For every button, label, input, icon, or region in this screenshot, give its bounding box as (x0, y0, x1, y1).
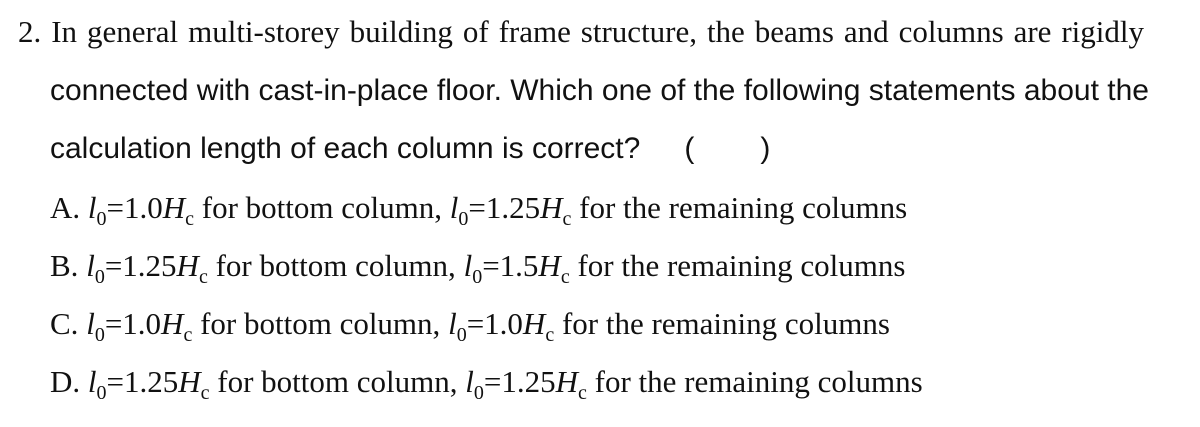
symbol-h: H (161, 306, 184, 341)
symbol-h-sub: c (200, 382, 210, 404)
option-letter: B. (50, 248, 79, 283)
option-d: D. $l_0=1.25H_c$ for bottom column, $l_0=1.25H_c$ for the remaining columns (50, 364, 923, 404)
symbol-l: l (463, 248, 473, 283)
symbol-h: H (522, 306, 546, 341)
symbol-l-sub: 0 (456, 324, 467, 346)
symbol-h-sub: c (562, 208, 572, 230)
remaining-coef: 1.5 (499, 248, 539, 283)
symbol-l: l (449, 190, 459, 225)
symbol-l-sub: 0 (458, 208, 469, 230)
option-letter: A. (50, 190, 81, 225)
bottom-text: for bottom column, (217, 364, 458, 399)
symbol-l-sub: 0 (94, 324, 105, 346)
remaining-coef: 1.25 (501, 364, 556, 399)
symbol-l: l (465, 364, 474, 399)
option-letter: C. (50, 306, 79, 341)
symbol-h: H (540, 190, 563, 225)
question-number: 2. (18, 14, 42, 49)
symbol-l: l (87, 364, 97, 399)
question-line-1 (18, 14, 1144, 50)
symbol-l: l (448, 306, 457, 341)
bottom-coef: 1.0 (124, 190, 163, 225)
symbol-l-sub: 0 (96, 382, 107, 404)
symbol-l-sub: 0 (473, 382, 484, 404)
symbol-h: H (538, 248, 561, 283)
symbol-l: l (87, 190, 97, 225)
question-text-3: calculation length of each column is correct? (50, 132, 641, 165)
question-line-2: connected with cast-in-place floor. Which one of the following statements about the (50, 74, 1149, 107)
symbol-h: H (176, 248, 199, 283)
symbol-h: H (178, 364, 201, 399)
symbol-h-sub: c (578, 382, 587, 404)
symbol-h-sub: c (198, 266, 208, 288)
question-line-3 (50, 131, 770, 167)
symbol-h-sub: c (545, 324, 555, 346)
question-text-1: In general multi-storey building of frame structure, the beams and columns are rigidly (51, 14, 1145, 49)
symbol-l: l (86, 306, 95, 341)
symbol-h-sub: c (185, 208, 195, 230)
symbol-h: H (555, 364, 579, 399)
symbol-l-sub: 0 (94, 266, 105, 288)
option-a: A. $l_0=1.0H_c$ for bottom column, $l_0=1.25H_c$ for the remaining columns (50, 190, 908, 230)
remaining-text: for the remaining columns (579, 190, 908, 225)
option-b: B. $l_0=1.25H_c$ for bottom column, $l_0=1.5H_c$ for the remaining columns (50, 248, 906, 288)
bottom-text: for bottom column, (201, 190, 443, 225)
symbol-l: l (86, 248, 95, 283)
symbol-l-sub: 0 (472, 266, 483, 288)
answer-blank-close: ) (760, 132, 771, 165)
symbol-l-sub: 0 (96, 208, 107, 230)
option-letter: D. (50, 364, 81, 399)
remaining-text: for the remaining columns (594, 364, 923, 399)
remaining-text: for the remaining columns (577, 248, 906, 283)
bottom-coef: 1.25 (122, 248, 177, 283)
remaining-text: for the remaining columns (561, 306, 890, 341)
symbol-h: H (162, 190, 186, 225)
answer-blank-open: ( (684, 132, 695, 165)
option-c: C. $l_0=1.0H_c$ for bottom column, $l_0=1.0H_c$ for the remaining columns (50, 306, 890, 346)
symbol-h-sub: c (560, 266, 570, 288)
bottom-coef: 1.0 (122, 306, 162, 341)
bottom-text: for bottom column, (200, 306, 441, 341)
symbol-h-sub: c (183, 324, 193, 346)
remaining-coef: 1.0 (484, 306, 523, 341)
bottom-text: for bottom column, (215, 248, 456, 283)
remaining-coef: 1.25 (485, 190, 541, 225)
bottom-coef: 1.25 (124, 364, 179, 399)
